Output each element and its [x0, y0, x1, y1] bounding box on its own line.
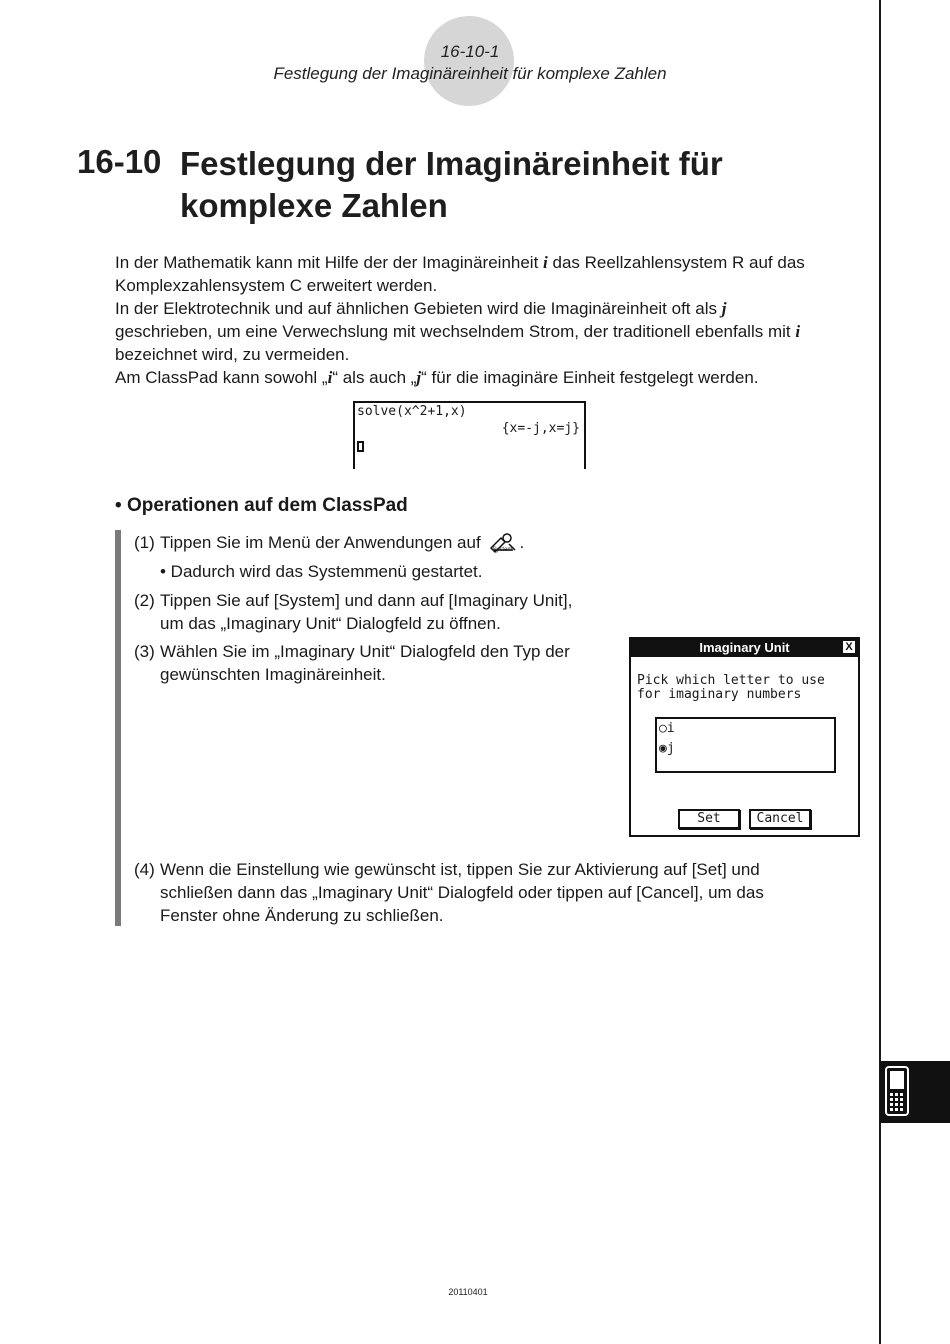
- calc-input: solve(x^2+1,x): [357, 404, 467, 419]
- radio-option-j[interactable]: ◉j: [659, 741, 675, 756]
- system-app-icon: System: [485, 532, 519, 560]
- chapter-tab: [880, 1061, 950, 1123]
- option-box: [655, 717, 836, 773]
- radio-checked-icon: ◉: [659, 741, 667, 756]
- intro-line: Am ClassPad kann sowohl „i“ als auch „j“ für die imaginäre Einheit festgelegt werden.: [115, 368, 759, 387]
- intro-line: bezeichnet wird, zu vermeiden.: [115, 345, 350, 364]
- calculator-screen: [353, 401, 586, 469]
- calc-cursor: [357, 441, 364, 452]
- section-title: [180, 143, 723, 227]
- radio-unchecked-icon: ○: [659, 721, 667, 736]
- intro-line: Komplexzahlensystem C erweitert werden.: [115, 276, 438, 295]
- operations-side-bar: [115, 530, 121, 926]
- intro-line: In der Mathematik kann mit Hilfe der der Imaginäreinheit i das Reellzahlensystem R auf das: [115, 253, 805, 272]
- imaginary-unit-dialog: [629, 637, 860, 837]
- cancel-button[interactable]: Cancel: [749, 809, 811, 829]
- section-title-line1: Festlegung der Imaginäreinheit für: [180, 145, 723, 182]
- section-number: 16-10: [77, 143, 162, 180]
- intro-line: geschrieben, um eine Verwechslung mit wechselndem Strom, der traditionell ebenfalls mit i: [115, 322, 801, 341]
- page-number: 16-10-1: [440, 42, 500, 61]
- calc-result: {x=-j,x=j}: [501, 421, 580, 436]
- margin-line: [879, 0, 881, 1344]
- section-title-line2: komplexe Zahlen: [180, 187, 448, 224]
- dialog-prompt: Pick which letter to use for imaginary numbers: [637, 673, 825, 702]
- running-title: Festlegung der Imaginäreinheit für komplexe Zahlen: [273, 64, 667, 83]
- intro-paragraph: [115, 251, 865, 389]
- operations-heading: • Operationen auf dem ClassPad: [115, 495, 408, 516]
- footer-code: 20110401: [448, 1287, 488, 1297]
- intro-line: In der Elektrotechnik und auf ähnlichen Gebieten wird die Imaginäreinheit oft als j: [115, 299, 727, 318]
- close-icon[interactable]: X: [843, 641, 855, 653]
- radio-option-i[interactable]: ○i: [659, 721, 675, 736]
- dialog-title: Imaginary Unit: [631, 639, 858, 657]
- step-1-sub: • Dadurch wird das Systemmenü gestartet.: [160, 562, 483, 581]
- calculator-icon: [882, 1065, 912, 1119]
- set-button[interactable]: Set: [678, 809, 740, 829]
